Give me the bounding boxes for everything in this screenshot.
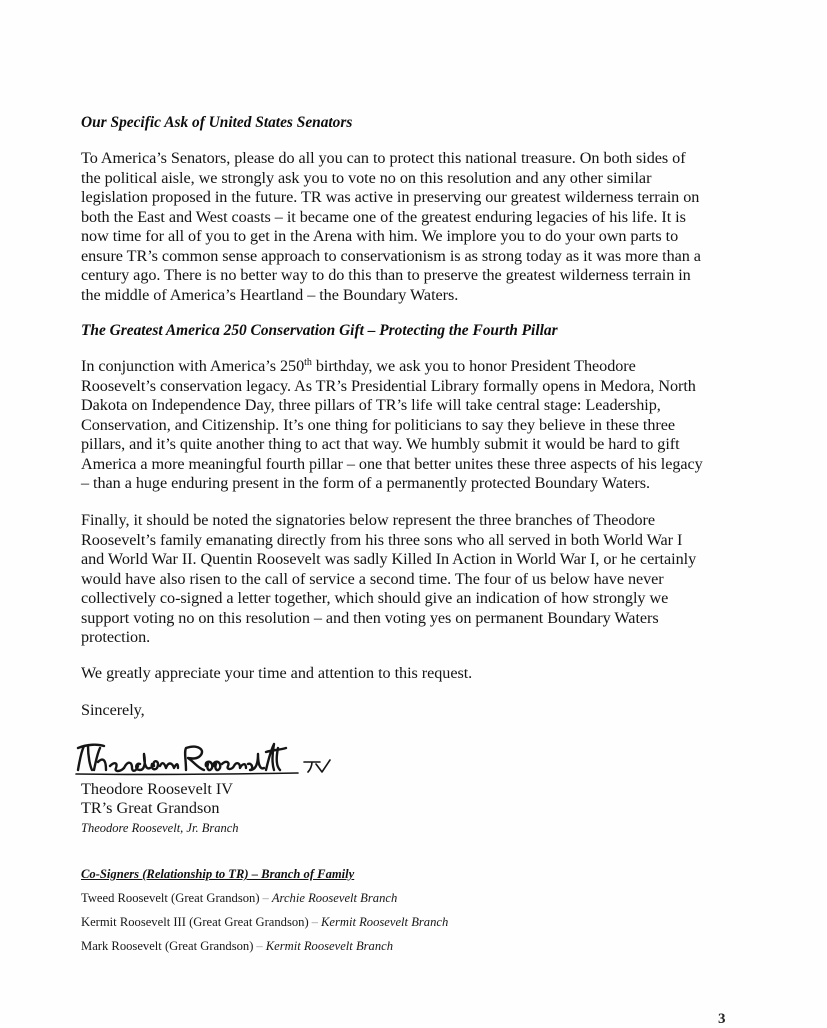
- paragraph-line: now time for all of you to get in the Arena with him. We implore you to do your own parts to: [81, 227, 679, 245]
- cosigner-name: Mark Roosevelt (Great Grandson): [81, 939, 254, 953]
- paragraph-line: [81, 357, 636, 376]
- cosigner-branch: Archie Roosevelt Branch: [271, 891, 398, 905]
- section-heading-fourth-pillar: The Greatest America 250 Conservation Gift – Protecting the Fourth Pillar: [81, 322, 558, 339]
- paragraph-line: century ago. There is no better way to do this than to preserve the greatest wilderness terrain in: [81, 266, 691, 284]
- paragraph-line: both the East and West coasts – it became one of the greatest enduring legacies of his life. It is: [81, 207, 686, 226]
- signer-name: Theodore Roosevelt IV: [81, 780, 233, 798]
- cosigner-branch: Kermit Roosevelt Branch: [265, 939, 394, 953]
- paragraph-line: – than a huge enduring present in the form of a permanently protected Boundary Waters.: [81, 474, 651, 492]
- paragraph-line: Finally, it should be noted the signatories below represent the three branches of Theodore: [81, 511, 656, 529]
- cosigners-heading: Co-Signers (Relationship to TR) – Branch of Family: [81, 867, 355, 881]
- paragraph-line: protection.: [81, 628, 151, 646]
- signer-relationship: TR’s Great Grandson: [81, 799, 220, 817]
- paragraph-line: pillars, and it’s quite another thing to act that way. We humbly submit it would be hard to gift: [81, 435, 680, 453]
- ordinal-superscript: th: [304, 357, 312, 368]
- text-run: birthday, we ask you to honor President Theodore: [311, 357, 636, 375]
- paragraph-line: the middle of America’s Heartland – the Boundary Waters.: [81, 285, 459, 304]
- paragraph-line: support voting no on this resolution – and then voting yes on permanent Boundary Waters: [81, 608, 659, 627]
- separator-dash: –: [262, 891, 269, 905]
- paragraph-line: ensure TR’s common sense approach to conservationism is as strong today as it was more than a: [81, 246, 701, 265]
- cosigner-branch: Kermit Roosevelt Branch: [320, 915, 449, 929]
- cosigner-name: Tweed Roosevelt (Great Grandson): [81, 891, 260, 905]
- paragraph-line: collectively co-signed a letter together, which should give an indication of how strongly we: [81, 589, 669, 607]
- paragraph-line: would have also risen to the call of service a second time. The four of us below have never: [81, 569, 664, 588]
- closing-valediction: Sincerely,: [81, 701, 145, 719]
- closing-appreciation: We greatly appreciate your time and attention to this request.: [81, 664, 473, 682]
- cosigner-row: [81, 890, 397, 906]
- paragraph-line: Conservation, and Citizenship. It’s one thing for politicians to say they believe in these three: [81, 415, 676, 434]
- paragraph-line: legislation proposed in the future. TR was active in preserving our greatest wilderness terrain on: [81, 188, 700, 206]
- cosigner-row: [81, 914, 448, 930]
- paragraph-line: To America’s Senators, please do all you can to protect this national treasure. On both sides of: [81, 149, 686, 167]
- text-run: In conjunction with America’s 250: [81, 357, 305, 375]
- separator-dash: –: [256, 939, 263, 953]
- paragraph-line: and World War II. Quentin Roosevelt was sadly Killed In Action in World War I, or he certainly: [81, 550, 697, 568]
- cosigner-row: [81, 938, 393, 954]
- handwritten-signature-icon: [74, 740, 334, 784]
- page-number: 3: [718, 1011, 726, 1027]
- paragraph-line: Dakota on Independence Day, three pillars of TR’s life will take central stage: Leadership,: [81, 396, 661, 414]
- cosigner-name: Kermit Roosevelt III (Great Great Grandson): [81, 915, 309, 929]
- paragraph-line: the political aisle, we strongly ask you to vote no on this resolution and any other similar: [81, 168, 652, 187]
- paragraph-line: America a more meaningful fourth pillar – one that better unites these three aspects of his legacy: [81, 454, 703, 473]
- separator-dash: –: [311, 915, 318, 929]
- signer-branch: Theodore Roosevelt, Jr. Branch: [81, 821, 239, 835]
- paragraph-line: Roosevelt’s family emanating directly from his three sons who all served in both World War I: [81, 530, 683, 549]
- section-heading-specific-ask: Our Specific Ask of United States Senators: [81, 114, 353, 131]
- paragraph-line: Roosevelt’s conservation legacy. As TR’s Presidential Library formally opens in Medora, North: [81, 376, 696, 395]
